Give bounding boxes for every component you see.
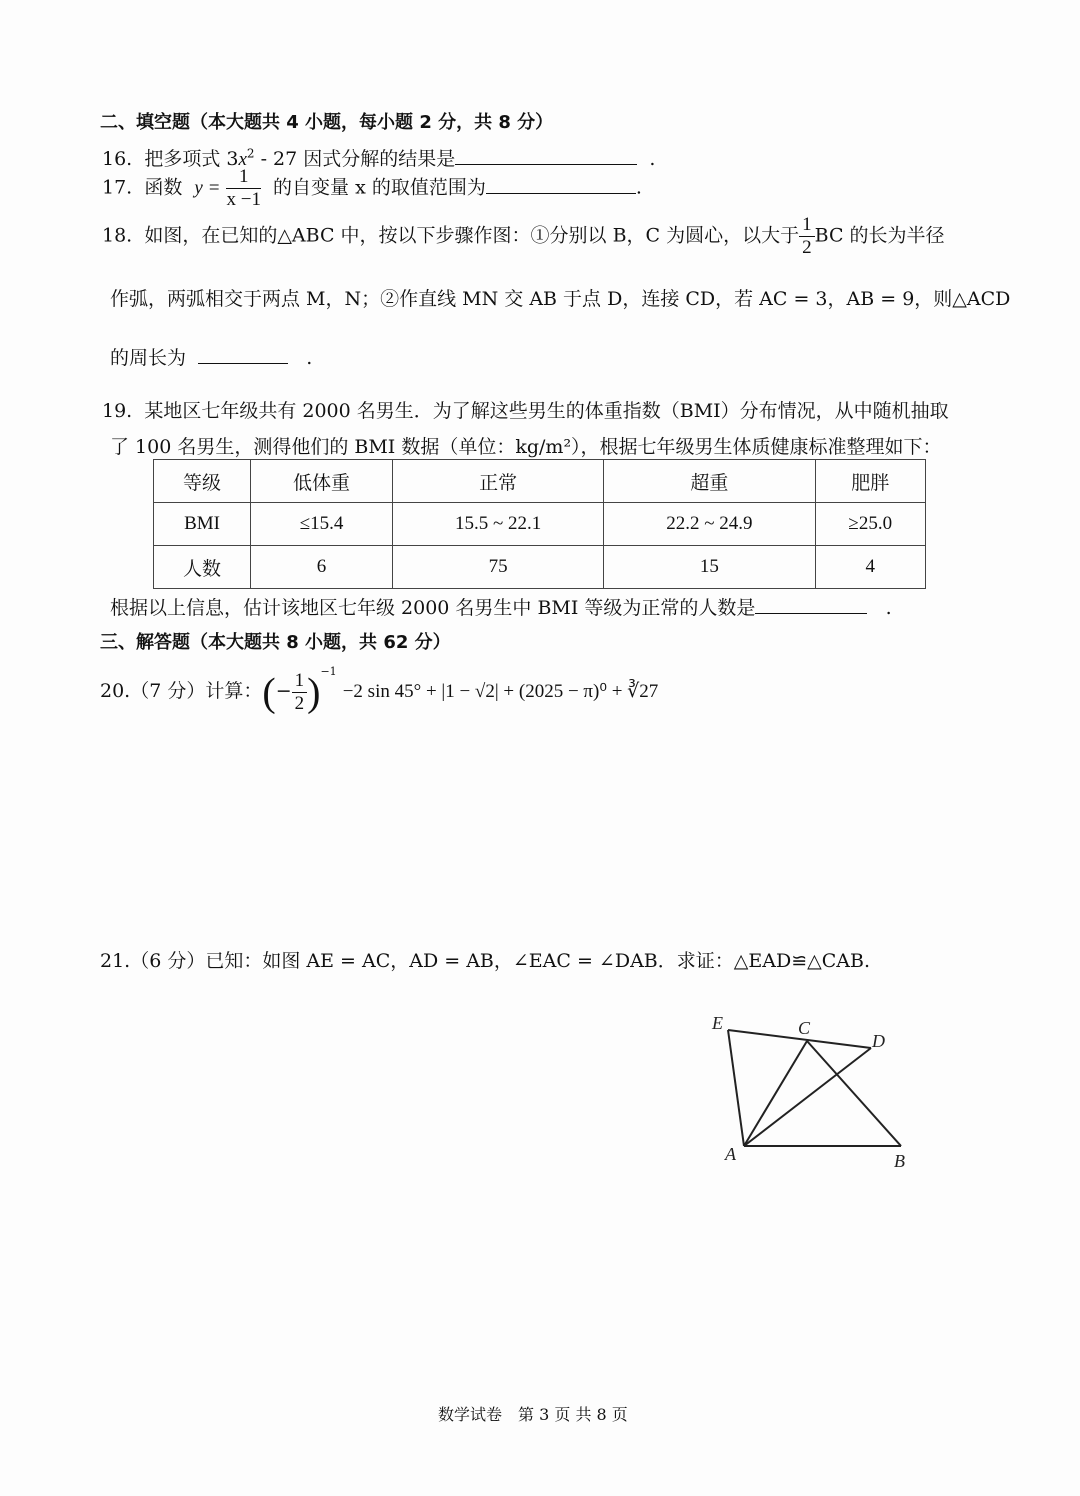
label-c: C — [798, 1018, 811, 1038]
q17-period: . — [635, 176, 642, 199]
table-cell: 超重 — [604, 460, 815, 503]
q17-frac-den: x −1 — [226, 189, 261, 210]
q18-answer-blank[interactable] — [198, 345, 288, 364]
q16-text: 把多项式 3 — [144, 148, 239, 170]
q16-sup: 2 — [246, 146, 255, 161]
q17-answer-blank[interactable] — [486, 175, 636, 194]
q16-period: . — [649, 148, 656, 170]
table-cell: ≤15.4 — [251, 503, 393, 546]
q20-frac-den: 2 — [294, 692, 305, 714]
q18-text: 如图，在已知的△ABC 中，按以下步骤作图：①分别以 B，C 为圆心，以大于 — [144, 224, 800, 247]
question-19-line-2: 了 100 名男生，测得他们的 BMI 数据（单位：kg/m²），根据七年级男生体质健康标准整理如下： — [110, 436, 942, 458]
bmi-table — [153, 459, 926, 589]
label-b: B — [894, 1151, 905, 1171]
table-cell: 等级 — [154, 460, 251, 503]
q20-number: 20. — [100, 680, 131, 702]
q17-number: 17. — [102, 176, 133, 199]
q18-number: 18. — [102, 224, 133, 247]
q16-text-2: - 27 因式分解的结果是 — [254, 148, 456, 170]
table-cell: 4 — [815, 546, 926, 589]
q16-var: x — [238, 149, 247, 170]
question-19-line-1 — [102, 396, 949, 423]
q17-text: 函数 — [144, 176, 183, 199]
table-row — [154, 546, 926, 589]
table-row — [154, 460, 926, 503]
q18-frac-den: 2 — [802, 237, 812, 258]
q20-frac-num: 1 — [292, 670, 308, 693]
table-cell: 15 — [604, 546, 815, 589]
q18-text-3: 的周长为 — [110, 347, 187, 369]
label-a: A — [725, 1144, 736, 1164]
q20-label: （7 分）计算： — [130, 680, 263, 702]
question-19-after — [110, 593, 892, 620]
question-18-line-2: 作弧，两弧相交于两点 M，N；②作直线 MN 交 AB 于点 D，连接 CD，若 AC = 3，AB = 9，则△ACD — [110, 288, 1011, 310]
q19-text: 某地区七年级共有 2000 名男生．为了解这些男生的体重指数（BMI）分布情况，从中随机抽取 — [144, 400, 949, 422]
question-18-line-1 — [102, 214, 945, 259]
section-3-heading: 三、解答题（本大题共 8 小题，共 62 分） — [100, 632, 451, 653]
q19-answer-blank[interactable] — [755, 595, 867, 614]
q16-number: 16. — [102, 148, 133, 170]
table-row — [154, 503, 926, 546]
left-paren: ( — [262, 669, 276, 715]
question-17 — [102, 166, 642, 211]
q18-text-b: BC 的长为半径 — [814, 224, 945, 247]
q20-fraction — [292, 670, 308, 715]
right-paren: ) — [307, 669, 321, 715]
q17-y: y = — [194, 177, 221, 199]
section-2-heading: 二、填空题（本大题共 4 小题，每小题 2 分，共 8 分） — [100, 112, 554, 133]
q16-answer-blank[interactable] — [455, 146, 637, 165]
table-cell: 75 — [393, 546, 604, 589]
question-20 — [100, 665, 658, 716]
q18-frac-num: 1 — [799, 214, 815, 237]
q21-text: （6 分）已知：如图 AE = AC，AD = AB，∠EAC = ∠DAB．求证：△EAD≌△CAB. — [130, 950, 870, 972]
q18-period: . — [306, 347, 313, 369]
label-d: D — [872, 1031, 885, 1051]
q17-fraction — [226, 166, 260, 211]
question-21 — [100, 946, 870, 973]
page-footer: 数学试卷 第 3 页 共 8 页 — [438, 1405, 628, 1424]
q18-fraction — [799, 214, 815, 259]
table-cell: BMI — [154, 503, 251, 546]
table-cell: ≥25.0 — [815, 503, 926, 546]
q19-period: . — [885, 597, 892, 619]
q20-exponent: −1 — [320, 665, 337, 678]
table-cell: 正常 — [393, 460, 604, 503]
segment-ad — [744, 1048, 871, 1146]
q17-frac-num: 1 — [226, 166, 260, 189]
table-cell: 6 — [251, 546, 393, 589]
segment-ea — [728, 1030, 744, 1146]
q20-minus: − — [275, 680, 292, 702]
segment-ac — [744, 1041, 807, 1146]
segment-cb — [807, 1041, 901, 1146]
q21-number: 21. — [100, 950, 131, 972]
geometry-figure — [700, 1005, 930, 1180]
table-cell: 肥胖 — [815, 460, 926, 503]
table-cell: 15.5 ~ 22.1 — [393, 503, 604, 546]
q20-expression: −2 sin 45° + |1 − √2| + (2025 − π)⁰ + ∛27 — [342, 681, 659, 702]
label-e: E — [712, 1013, 723, 1033]
table-cell: 22.2 ~ 24.9 — [604, 503, 815, 546]
table-cell: 低体重 — [251, 460, 393, 503]
q19-after-text: 根据以上信息，估计该地区七年级 2000 名男生中 BMI 等级为正常的人数是 — [110, 597, 756, 619]
table-cell: 人数 — [154, 546, 251, 589]
q17-text-2: 的自变量 x 的取值范围为 — [273, 176, 486, 199]
question-18-line-3 — [110, 343, 312, 370]
q19-number: 19. — [102, 400, 133, 422]
